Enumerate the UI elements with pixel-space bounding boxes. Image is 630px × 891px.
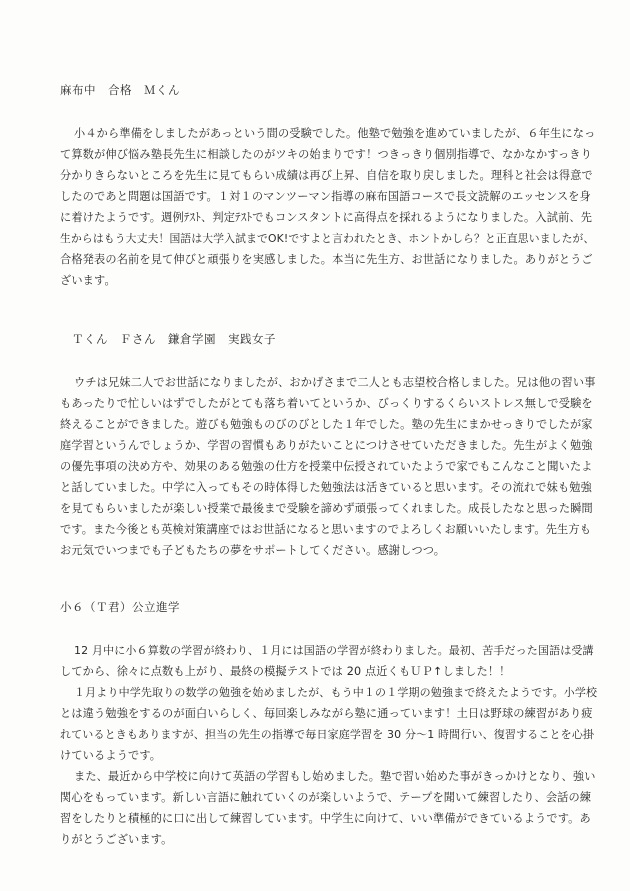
text-line: 合格発表の名前を見て伸びと頑張りを実感しました。本当に先生方、お世話になりました。ありがとうご bbox=[60, 253, 593, 266]
text-line: を見てもらいましたが楽しい授業で最後まで受験を諦めず頑張ってくれました。成長したなと思った瞬間 bbox=[60, 502, 593, 515]
text-line: に着けたようです。週例ﾃｽﾄ、判定ﾃｽﾄでもコンスタントに高得点を採れるようになりました。入試前、先 bbox=[60, 211, 593, 224]
text-line: 12 月中に小６算数の学習が終わり、１月には国語の学習が終わりました。最初、苦手だった国語は受講 bbox=[74, 644, 594, 657]
text-line: 終えることができました。遊びも勉強ものびのびとした１年でした。塾の先生にまかせっきりでしたが家 bbox=[60, 418, 593, 431]
text-line: 小４から準備をしましたがあっという間の受験でした。他塾で勉強を進めていましたが、６年生になっ bbox=[74, 127, 596, 140]
text-line: してから、徐々に点数も上がり、最終の模擬テストでは 20 点近くもＵＰ↑しました！！ bbox=[60, 665, 511, 678]
text-line: したのであと問題は国語です。１対１のマンツーマン指導の麻布国語コースで長文読解のエッセンスを身 bbox=[60, 190, 591, 203]
text-line: と話していました。中学に入ってもその時体得した勉強法は活きていると思います。その流れで妹も勉強 bbox=[60, 481, 592, 494]
testimonial-azabu bbox=[60, 82, 600, 291]
text-line: お元気でいつまでも子どもたちの夢をサポートしてください。感謝しつつ。 bbox=[60, 544, 446, 557]
text-line: の優先事項の決め方や、効果のある勉強の仕方を授業中伝授されていたようで家でもこんなこと聞いたよ bbox=[60, 460, 593, 473]
text-line: りがとうございます。 bbox=[60, 833, 173, 846]
text-line: けているようです。 bbox=[60, 749, 162, 762]
text-line: ざいます。 bbox=[60, 274, 116, 287]
testimonial-kamakura-jissen bbox=[60, 331, 600, 561]
text-line: 生からはもう大丈夫！国語は大学入試までOK!ですよと言われたとき、ホントかしら？と正直思いましたが、 bbox=[60, 232, 595, 245]
text-line: １月より中学先取りの数学の勉強を始めましたが、もう中１の１学期の勉強まで終えたようです。小学校 bbox=[74, 686, 598, 699]
text-line: です。また今後とも英検対策講座ではお世話になると思いますのでよろしくお願いいたします。先生方も bbox=[60, 523, 592, 536]
testimonial-public-school bbox=[60, 599, 600, 850]
text-line: れているときもありますが、担当の先生の指導で毎日家庭学習を 30 分～1 時間行い、復習することを心掛 bbox=[60, 728, 595, 741]
testimonial-heading: 麻布中 合格 Ｍくん bbox=[60, 83, 180, 97]
testimonial-body bbox=[60, 123, 600, 291]
text-line: もあったりで忙しいはずでしたがとても落ち着いてというか、びっくりするくらいストレス無しで受験を bbox=[60, 397, 593, 410]
testimonial-heading: Ｔくん Ｆさん 鎌倉学園 実践女子 bbox=[60, 332, 276, 346]
text-line: また、最近から中学校に向けて英語の学習もし始めました。塾で習い始めた事がきっかけとなり、強い bbox=[74, 770, 596, 783]
text-line: とは違う勉強をするのが面白いらしく、毎回楽しみながら塾に通っています！土日は野球の練習があり疲 bbox=[60, 707, 593, 720]
text-line: ウチは兄妹二人でお世話になりましたが、おかげさまで二人とも志望校合格しました。兄は他の習い事 bbox=[74, 376, 596, 389]
testimonial-body bbox=[60, 640, 600, 850]
testimonial-heading: 小６（Ｔ君）公立進学 bbox=[60, 600, 180, 614]
testimonial-body bbox=[60, 372, 600, 561]
text-line: 関心をもっています。新しい言語に触れていくのが楽しいようで、テープを聞いて練習したり、会話の練 bbox=[60, 791, 592, 804]
text-line: て算数が伸び悩み塾長先生に相談したのがツキの始まりです！つきっきり個別指導で、なかなかすっきり bbox=[60, 148, 592, 161]
text-line: 習をしたりと積極的に口に出して練習しています。中学生に向けて、いい準備ができているようです。あ bbox=[60, 812, 591, 825]
text-line: 庭学習というんでしょうか、学習の習慣もありがたいことにつけさせていただきました。先生がよく勉強 bbox=[60, 439, 593, 452]
text-line: 分かりきらないところを先生に見てもらい成績は再び上昇、自信を取り戻しました。理科と社会は得意で bbox=[60, 169, 593, 182]
